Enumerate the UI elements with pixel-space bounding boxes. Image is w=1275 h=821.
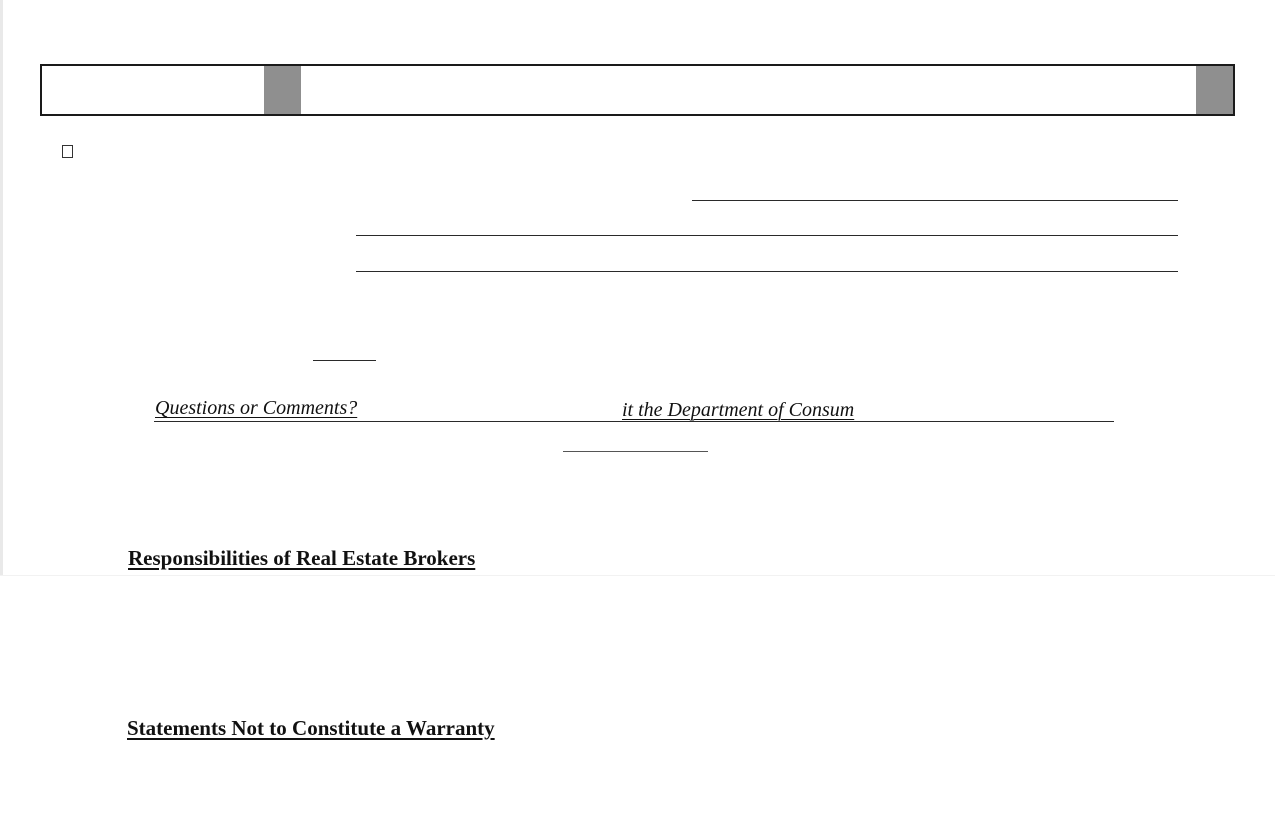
department-link-text[interactable]: it the Department of Consum <box>622 399 855 421</box>
questions-underline <box>154 421 1114 422</box>
form-header-bar <box>40 64 1235 116</box>
item-checkbox[interactable] <box>62 145 73 158</box>
blank-line-3[interactable] <box>356 271 1178 272</box>
divider-line <box>563 451 708 452</box>
blank-line-short[interactable] <box>313 360 376 361</box>
questions-label: Questions or Comments? <box>155 397 358 419</box>
scan-seam <box>0 575 1275 576</box>
blank-line-2[interactable] <box>356 235 1178 236</box>
blank-line-1[interactable] <box>692 200 1178 201</box>
section-heading-brokers: Responsibilities of Real Estate Brokers <box>128 546 476 570</box>
header-shaded-block-right <box>1196 66 1233 114</box>
header-shaded-block-left <box>264 66 301 114</box>
section-heading-warranty: Statements Not to Constitute a Warranty <box>127 716 495 740</box>
page-edge <box>0 0 3 575</box>
